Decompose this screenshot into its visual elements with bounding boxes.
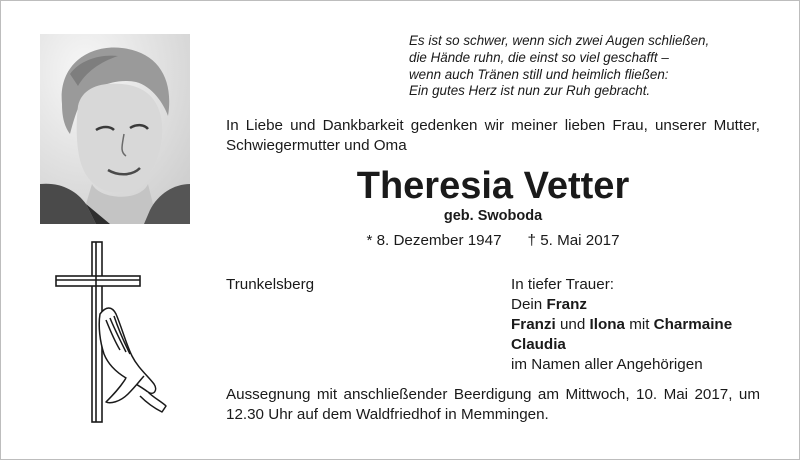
mourners-heading: In tiefer Trauer: [511,276,614,293]
mourners-block [511,275,771,375]
life-dates [226,231,760,251]
poem-line: Es ist so schwer, wenn sich zwei Augen schließen, [409,33,710,48]
maiden-name: geb. Swoboda [443,208,543,224]
mourner-name: Franzi [511,316,556,333]
poem-line: die Hände ruhn, die einst so viel geschafft – [409,49,669,65]
mourner-name: Charmaine [653,316,733,333]
mourner-name: Franz [546,296,587,313]
mourner-connector: mit [624,316,654,333]
poem [409,33,769,100]
birth-date: * 8. Dezember 1947 [366,232,502,249]
place-name: Trunkelsberg [226,276,315,293]
mourner-line [511,335,771,355]
death-date: † 5. Mai 2017 [527,232,620,249]
deceased-name: Theresia Vetter [356,165,630,207]
funeral-details: Aussegnung mit anschließender Beerdigung am Mittwoch, 10. Mai 2017, um 12.30 Uhr auf dem Waldfriedhof in Memmingen. [226,386,760,423]
mourner-line [511,315,771,335]
mourner-line [511,295,771,315]
mourner-connector: und [555,316,590,333]
mourner-name: Ilona [589,316,625,333]
intro-text: In Liebe und Dankbarkeit gedenken wir meiner lieben Frau, unserer Mutter, Schwiegermutter und Oma [226,117,760,154]
poem-line: wenn auch Tränen still und heimlich fließen: [409,66,669,82]
mourner-prefix: Dein [511,296,547,313]
poem-line: Ein gutes Herz ist nun zur Ruh gebracht. [409,83,651,99]
mourners-footer: im Namen aller Angehörigen [511,356,703,373]
portrait-photo [40,34,190,224]
mourner-name: Claudia [511,336,566,353]
cross-icon [50,236,170,426]
